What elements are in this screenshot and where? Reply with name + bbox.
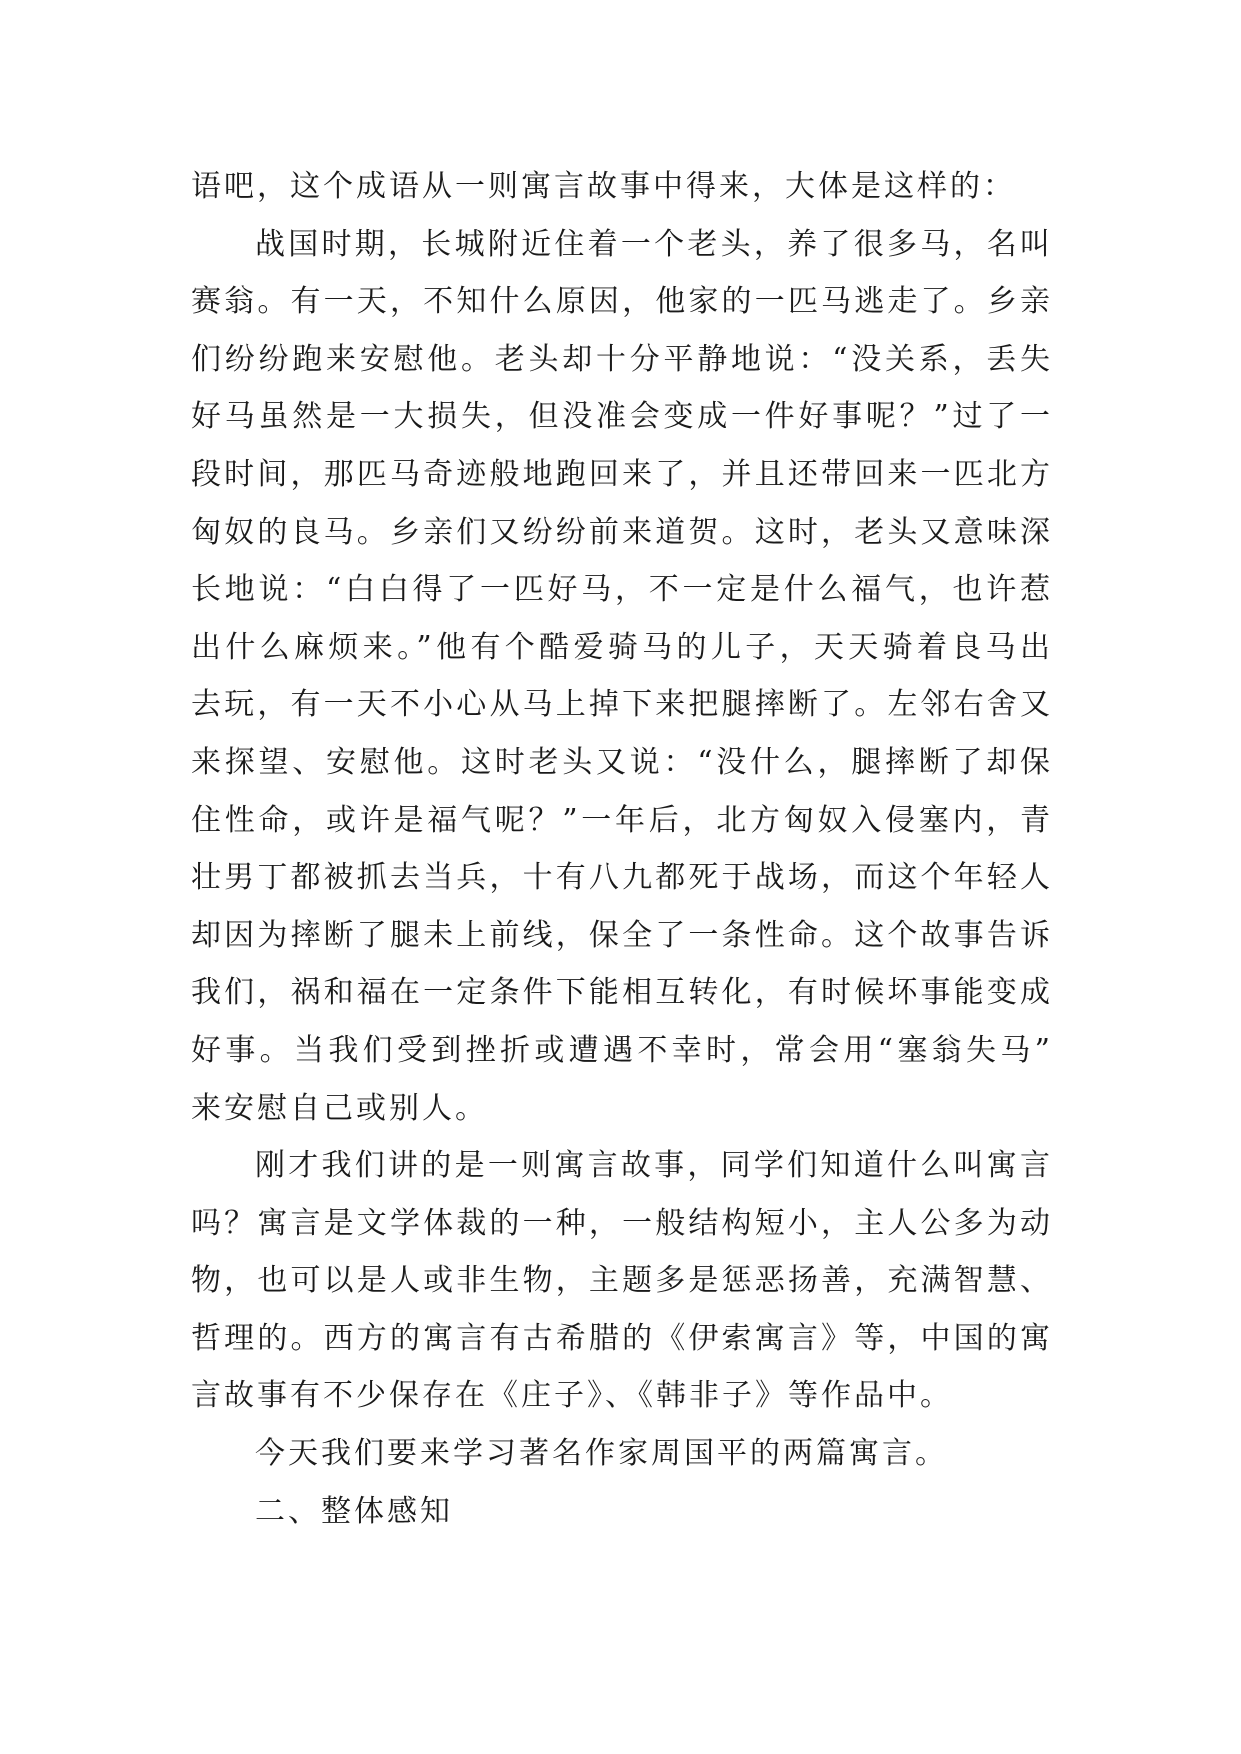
text-line: 出什么麻烦来。”他有个酷爱骑马的儿子，天天骑着良马出 [191, 629, 1053, 665]
text-line: 去玩，有一天不小心从马上掉下来把腿摔断了。左邻右舍又 [191, 687, 1053, 723]
text-line: 住性命，或许是福气呢？”一年后，北方匈奴入侵塞内，青 [191, 802, 1053, 838]
text-line: 们纷纷跑来安慰他。老头却十分平静地说：“没关系，丢失 [191, 341, 1053, 377]
text-line: 哲理的。西方的寓言有古希腊的《伊索寓言》等，中国的寓 [191, 1320, 1053, 1356]
paragraph-start-line: 刚才我们讲的是一则寓言故事，同学们知道什么叫寓言 [255, 1148, 1053, 1184]
text-line: 段时间，那匹马奇迹般地跑回来了，并且还带回来一匹北方 [191, 456, 1053, 492]
text-line: 吗？寓言是文学体裁的一种，一般结构短小，主人公多为动 [191, 1205, 1053, 1241]
text-line: 却因为摔断了腿未上前线，保全了一条性命。这个故事告诉 [191, 917, 1053, 953]
paragraph-end-line: 来安慰自己或别人。 [191, 1090, 488, 1126]
text-line: 我们，祸和福在一定条件下能相互转化，有时候坏事能变成 [191, 975, 1053, 1011]
text-line: 赛翁。有一天，不知什么原因，他家的一匹马逃走了。乡亲 [191, 284, 1053, 320]
text-line: 物，也可以是人或非生物，主题多是惩恶扬善，充满智慧、 [191, 1263, 1053, 1299]
section-heading: 二、整体感知 [255, 1493, 453, 1529]
body-text [191, 158, 1053, 1540]
paragraph-start-line: 战国时期，长城附近住着一个老头，养了很多马，名叫 [255, 226, 1053, 262]
text-line: 来探望、安慰他。这时老头又说：“没什么，腿摔断了却保 [191, 744, 1053, 780]
paragraph-end-line: 言故事有不少保存在《庄子》、《韩非子》等作品中。 [191, 1378, 953, 1414]
text-line: 壮男丁都被抓去当兵，十有八九都死于战场，而这个年轻人 [191, 860, 1053, 896]
text-line: 好事。当我们受到挫折或遭遇不幸时，常会用“塞翁失马” [191, 1032, 1053, 1068]
text-line: 匈奴的良马。乡亲们又纷纷前来道贺。这时，老头又意味深 [191, 514, 1053, 550]
text-line: 好马虽然是一大损失，但没准会变成一件好事呢？”过了一 [191, 399, 1053, 435]
text-line: 长地说：“白白得了一匹好马，不一定是什么福气，也许惹 [191, 572, 1053, 608]
paragraph-line: 今天我们要来学习著名作家周国平的两篇寓言。 [255, 1436, 948, 1472]
text-line: 语吧，这个成语从一则寓言故事中得来，大体是这样的： [191, 169, 1016, 204]
